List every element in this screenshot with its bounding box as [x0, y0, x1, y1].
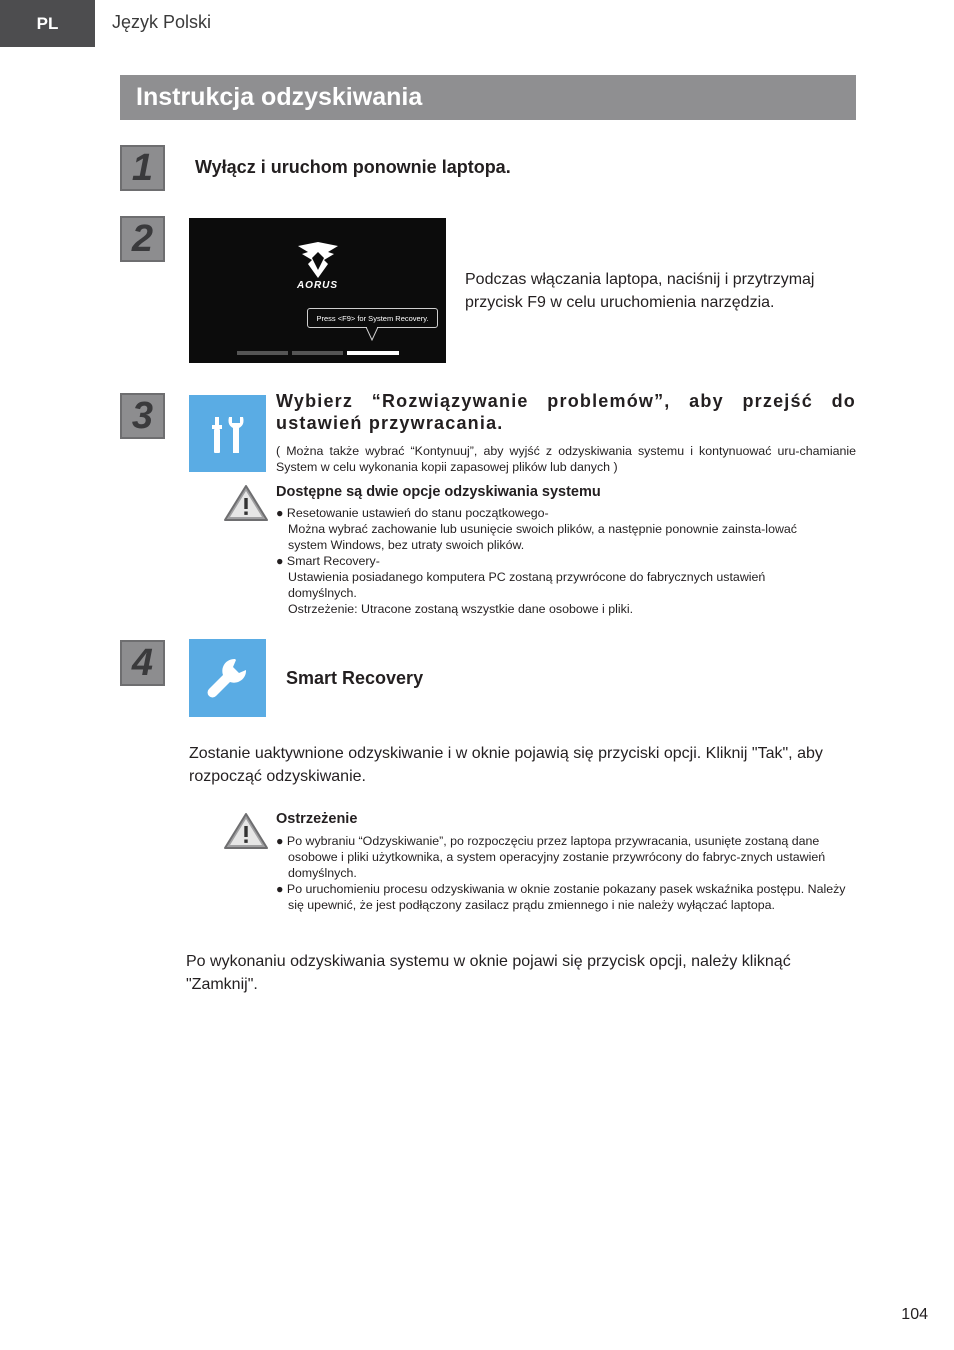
step3-warning-title: Dostępne są dwie opcje odzyskiwania systemu	[276, 484, 601, 500]
step-number-1: 1	[120, 145, 165, 191]
step4-warning-list	[276, 833, 860, 913]
page-title: Instrukcja odzyskiwania	[120, 75, 856, 120]
option-smart-recovery-warning: Ostrzeżenie: Utracone zostaną wszystkie dane osobowe i pliki.	[288, 602, 634, 616]
progress-segment-active	[347, 351, 399, 355]
step-number-2: 2	[120, 216, 165, 262]
final-instruction: Po wykonaniu odzyskiwania systemu w oknie pojawi się przycisk opcji, należy kliknąć "Zamknij".	[186, 953, 791, 993]
boot-screen-image	[189, 218, 446, 363]
smart-recovery-tile	[189, 639, 266, 717]
step-number-4: 4	[120, 640, 165, 686]
aorus-eagle-icon	[294, 240, 342, 280]
language-tab: PL	[0, 0, 95, 47]
language-name: Język Polski	[112, 12, 212, 32]
option-smart-recovery-title: ● Smart Recovery-	[276, 554, 380, 568]
step4-heading: Smart Recovery	[286, 668, 424, 688]
step4-warning-title: Ostrzeżenie	[276, 811, 358, 827]
progress-segment	[237, 351, 288, 355]
warning-triangle-icon	[222, 811, 270, 851]
tools-icon	[189, 395, 266, 472]
step4-description: Zostanie uaktywnione odzyskiwanie i w oknie pojawią się przyciski opcji. Kliknij "Tak", aby rozpocząć odzyskiwanie.	[189, 745, 823, 785]
aorus-logo-text: AORUS	[296, 280, 339, 291]
option-reset-title: ● Resetowanie ustawień do stanu początkowego-	[276, 506, 549, 520]
step-number-3: 3	[120, 393, 165, 439]
step1-heading: Wyłącz i uruchom ponownie laptopa.	[195, 157, 511, 177]
warning-triangle-icon	[222, 483, 270, 523]
troubleshoot-tile	[189, 395, 266, 472]
step3-note: ( Można także wybrać “Kontynuuj”, aby wyjść z odzyskiwania systemu i kontynuować uru-chamianie System w celu wykonania kopii zapasowej plików lub danych )	[276, 444, 856, 474]
recovery-prompt-bubble: Press <F9> for System Recovery.	[307, 308, 438, 328]
page-number: 104	[901, 1306, 928, 1323]
option-reset-description: Można wybrać zachowanie lub usunięcie swoich plików, a następnie ponownie zainsta-lować system Windows, bez utraty swoich plików.	[288, 522, 797, 552]
step3-heading: Wybierz “Rozwiązywanie problemów”, aby przejść do ustawień przywracania.	[276, 391, 856, 433]
warning-bullet-2: ● Po uruchomieniu procesu odzyskiwania w oknie zostanie pokazany pasek wskaźnika postępu. Należy się upewnić, że jest podłączony zasilacz prądu zmiennego i nie należy wyłączać laptopa.	[276, 882, 846, 912]
warning-bullet-1: ● Po wybraniu “Odzyskiwanie”, po rozpoczęciu przez laptopa przywracania, usunięte zostaną dane osobowe i pliki użytkownika, a system operacyjny zostanie przywrócony do fabryc-znych ustawień domyślnych.	[276, 834, 826, 880]
step2-description: Podczas włączania laptopa, naciśnij i przytrzymaj przycisk F9 w celu uruchomienia narzędzia.	[465, 271, 815, 311]
progress-segment	[292, 351, 343, 355]
wrench-icon	[189, 639, 266, 717]
bubble-pointer-icon	[366, 327, 378, 341]
recovery-options-list	[276, 505, 836, 617]
option-smart-recovery-description: Ustawienia posiadanego komputera PC zostaną przywrócone do fabrycznych ustawień domyślnych.	[288, 570, 766, 600]
